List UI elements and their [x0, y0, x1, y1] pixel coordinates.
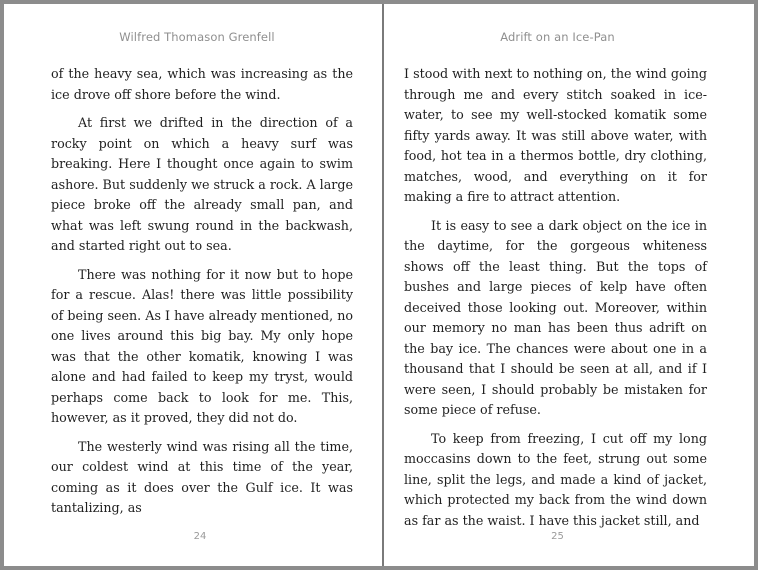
running-header-author: Wilfred Thomason Grenfell — [119, 30, 275, 44]
paragraph: It is easy to see a dark object on the ice in the daytime, for the gorgeous whiteness shows off the least thing. But the tops of bushes and large pieces of kelp have often deceived those looking out. Moreover, within our memory no man has been thus adrift on the bay ice. The chances were about one in a thousand that I should be seen at all, and if I were seen, I should probably be mistaken for some piece of refuse. — [404, 217, 707, 417]
paragraph: To keep from freezing, I cut off my long moccasins down to the feet, strung out some line, split the legs, and made a kind of jacket, which protected my back from the wind down as far as the waist. I have this jacket still, and — [404, 430, 707, 528]
page-divider — [382, 4, 384, 566]
page-number: 24 — [193, 531, 207, 542]
paragraph: At first we drifted in the direction of a rocky point on which a heavy surf was breaking. Here I thought once again to swim ashore. But suddenly we struck a rock. A large piece broke off the already small pan, and what was left swung round in the backwash, and started right out to sea. — [51, 115, 353, 253]
paragraph: There was nothing for it now but to hope for a rescue. Alas! there was little possibility of being seen. As I have already mentioned, no one lives around this big bay. My only hope was that the other komatik, knowing I was alone and had failed to keep my tryst, would perhaps come back to look for me. This, however, as it proved, they did not do. — [51, 266, 353, 425]
running-header-chapter: Adrift on an Ice-Pan — [500, 30, 615, 44]
right-page — [404, 4, 707, 566]
left-page — [51, 4, 353, 566]
paragraph: I stood with next to nothing on, the wind going through me and every stitch soaked in ice-water, to see my well-stocked komatik some fifty yards away. It was still above water, with food, hot tea in a thermos bottle, dry clothing, matches, wood, and everything on it for making a fire to attract attention. — [404, 66, 707, 204]
paragraph: of the heavy sea, which was increasing as the ice drove off shore before the wind. — [51, 66, 353, 102]
paragraph: The westerly wind was rising all the time, our coldest wind at this time of the year, coming as it does over the Gulf ice. It was tantalizing, as — [51, 438, 353, 515]
right-page-body — [404, 64, 707, 539]
left-page-body — [51, 64, 353, 527]
page-number: 25 — [551, 531, 564, 542]
